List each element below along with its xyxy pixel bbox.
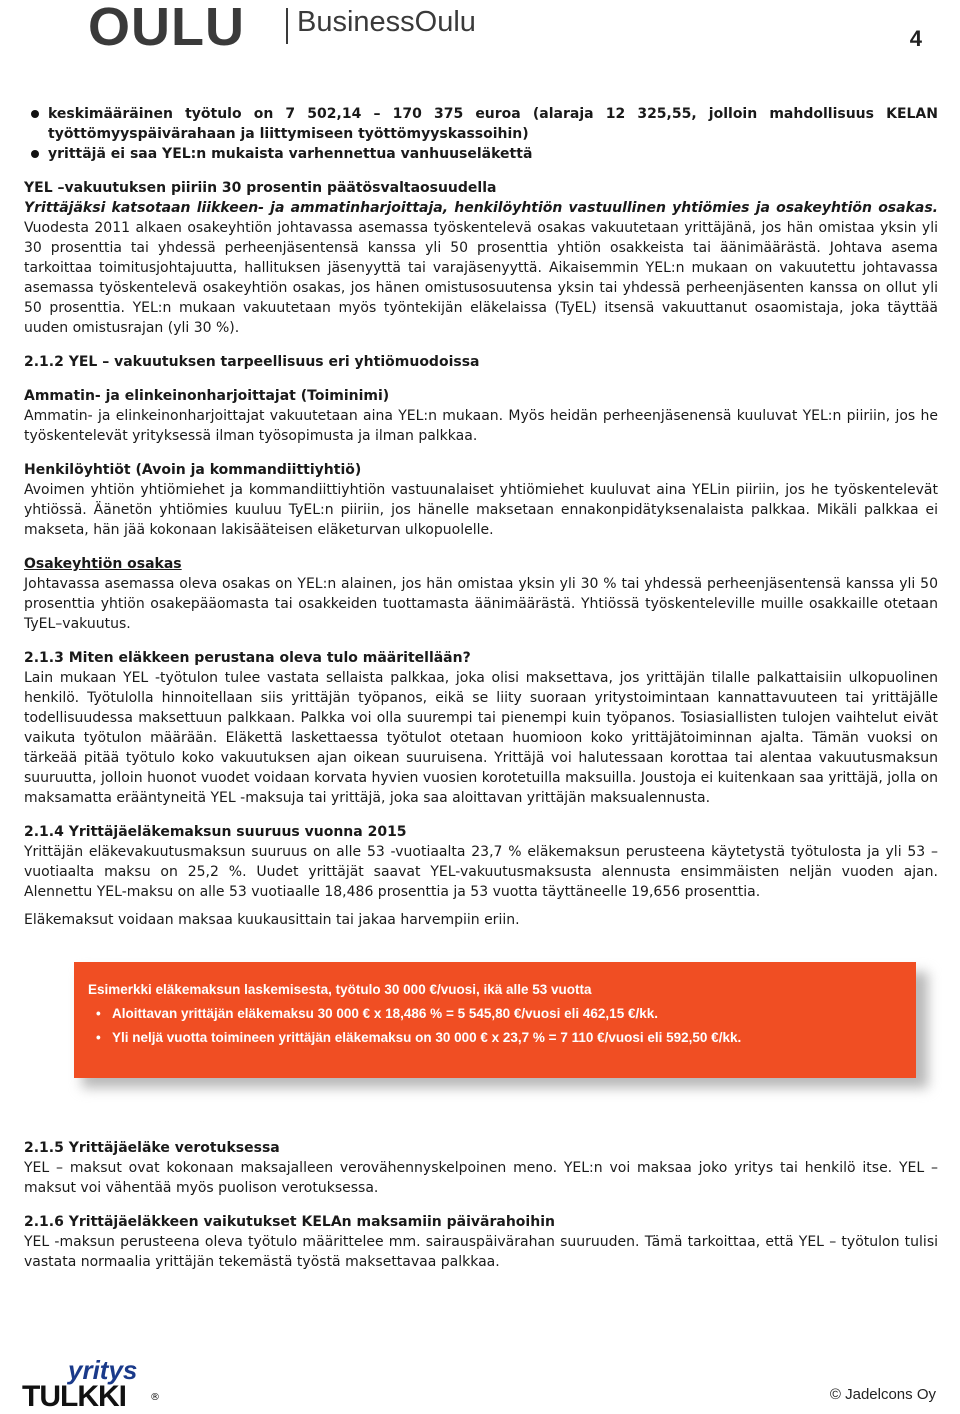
registered-mark: ® — [150, 1392, 160, 1403]
section-heading: 2.1.2 YEL – vakuutuksen tarpeellisuus eri yhtiömuodoissa — [24, 354, 480, 370]
section-heading: YEL –vakuutuksen piiriin 30 prosentin päätösvaltaosuudella — [24, 180, 497, 196]
oulu-logo: OULU — [88, 0, 245, 57]
logo-tulkki: TULKKI — [22, 1380, 126, 1413]
body-text: Vuodesta 2011 alkaen osakeyhtiön johtavassa asemassa työskentelevä osakas vakuutetaan yrittäjänä, jos hän omistaa yksin yli 30 prosenttia tai yhdessä perheenjäsentensä kanssa yli 50 prosenttia yhtiön osakkeista tai äänimäärästä. Johtava asema tarkoittaa toimitusjohtajuutta, hallituksen jäsenyyttä tai varajäsenyyttä. Aikaisemmin YEL:n mukaan on vakuutettu johtavassa asemassa työskentelevä osakeyhtiön osakas, jos hänen omistusosuutensa yksin tai yhdessä perheenjäsenten kanssa on ollut yli 50 prosenttia. YEL:n mukaan vakuutetaan myös työntekijän eläkelaissa (TyEL) itsensä vakuuttanut osaomistaja, joka täyttää uuden omistusrajan (yli 30 %). — [24, 220, 938, 336]
italic-lead: Yrittäjäksi katsotaan liikkeen- ja ammatinharjoittaja, henkilöyhtiön vastuullinen yhtiömies ja osakeyhtiön osakas. — [24, 200, 938, 216]
section-heading: 2.1.6 Yrittäjäeläkkeen vaikutukset KELAn maksamiin päivärahoihin — [24, 1214, 555, 1230]
callout-title: Esimerkki eläkemaksun laskemisesta, työtulo 30 000 €/vuosi, ikä alle 53 vuotta — [88, 982, 592, 997]
page-header — [0, 0, 960, 60]
subsection-heading: Henkilöyhtiöt (Avoin ja kommandiittiyhtiö) — [24, 462, 362, 478]
copyright-text: © Jadelcons Oy — [829, 1386, 936, 1403]
section-body: Avoimen yhtiön yhtiömiehet ja kommandiittiyhtiön vastuunalaiset yhtiömiehet kuuluvat aina YELin piiriin, jos he työskentelevät yhtiössä. Äänetön yhtiömies kuuluu TyEL:n piiriin, jos hänelle maksetaan ennakonpidätyksenalaista palkkaa. Mikäli palkkaa ei makseta, hän jää kokonaan lakisääteisen eläketurvan ulkopuolelle. — [24, 482, 938, 538]
subsection-heading: Ammatin- ja elinkeinonharjoittajat (Toiminimi) — [24, 388, 390, 404]
document-body — [24, 104, 938, 1272]
yritystulkki-logo — [22, 1355, 162, 1413]
section-heading: 2.1.4 Yrittäjäeläkemaksun suuruus vuonna 2015 — [24, 824, 407, 840]
logo-divider — [286, 8, 288, 44]
businessoulu-logo: BusinessOulu — [297, 6, 476, 38]
example-callout — [24, 960, 938, 1100]
bullet-item: yrittäjä ei saa YEL:n mukaista varhennettua vanhuuseläkettä — [24, 144, 938, 164]
subsection-heading: Osakeyhtiön osakas — [24, 556, 182, 572]
section-body: Eläkemaksut voidaan maksaa kuukausittain tai jakaa harvempiin eriin. — [24, 912, 520, 928]
bullet-item: keskimääräinen työtulo on 7 502,14 – 170 375 euroa (alaraja 12 325,55, jolloin mahdollisuus KELAN työttömyyspäivärahaan ja liittymiseen työttömyyskassoihin) — [24, 104, 938, 144]
logo-yritys: yritys — [68, 1355, 138, 1385]
page-number: 4 — [909, 26, 922, 51]
section-heading: 2.1.5 Yrittäjäeläke verotuksessa — [24, 1140, 280, 1156]
section-body: Johtavassa asemassa oleva osakas on YEL:n alainen, jos hän omistaa yksin yli 30 % tai yhdessä perheenjäsentensä kanssa yli 50 prosenttia yhtiön osakepääomasta tai osakkeiden tuottamasta äänimäärästä. Yhtiössä työskenteleville muille osakkaille otetaan TyEL–vakuutus. — [24, 576, 938, 632]
section-body: YEL -maksun perusteena oleva työtulo määrittelee mm. sairauspäivärahan suuruuden. Tämä tarkoittaa, että YEL – työtulon tulisi vastata normaalia yrittäjän tekemästä työstä maksettavaa palkkaa. — [24, 1234, 938, 1270]
section-body: YEL – maksut ovat kokonaan maksajalleen verovähennyskelpoinen meno. YEL:n voi maksaa joko yritys tai henkilö itse. YEL – maksut voi vähentää myös puolison verotuksessa. — [24, 1160, 938, 1196]
section-heading: 2.1.3 Miten eläkkeen perustana oleva tulo määritellään? — [24, 650, 471, 666]
section-body: Lain mukaan YEL -työtulon tulee vastata sellaista palkkaa, joka olisi maksettava, jos yrittäjän tilalle palkattaisiin ulkopuolinen henkilö. Työtulolla hinnoitellaan siis yrittäjän työpanos, eikä se liity suoraan yritystoimintaan kannattavuuteen tai yrittäjälle todellisuudessa maksettuun palkkaan. Palkka voi olla suurempi tai pienempi kuin työpanos. Tosiasiallisten tulojen vaihtelut eivät vaikuta työtulon määrään. Eläkettä laskettaessa työtulot otetaan huomioon koko yrittäjätoiminnan ajalta. Tämän vuoksi on tärkeää pitää työtulo koko vakuutuksen ajan oikean suuruisena. Yrittäjä voi halutessaan korottaa tai alentaa vakuutusmaksun suuruutta, jolloin huonot vuodet voidaan korvata hyvien vuosien korotetuilla maksuilla. Joustoja ei kuitenkaan saa yrittäjä, jolla on maksamatta erääntyneitä YEL -maksuja tai yrittäjä, joka saa aloittavan yrittäjän maksualennusta. — [24, 670, 938, 806]
section-body: Ammatin- ja elinkeinonharjoittajat vakuutetaan aina YEL:n mukaan. Myös heidän perheenjäsenensä kuuluvat YEL:n piiriin, jos he työskentelevät yrityksessä ilman työsopimusta ja ilman palkkaa. — [24, 408, 938, 444]
section-body — [24, 198, 938, 338]
callout-item: • Yli neljä vuotta toimineen yrittäjän eläkemaksu on 30 000 € x 23,7 % = 7 110 €/vuosi eli 592,50 €/kk. — [112, 1026, 916, 1050]
callout-list — [88, 1002, 916, 1050]
callout-item: • Aloittavan yrittäjän eläkemaksu 30 000 € x 18,486 % = 5 545,80 €/vuosi eli 462,15 €/kk. — [112, 1002, 916, 1026]
section-body: Yrittäjän eläkevakuutusmaksun suuruus on alle 53 -vuotiaalta 23,7 % eläkemaksun perusteena käytetystä työtulosta ja yli 53 – vuotiaalta maksu on 25,2 %. Uudet yrittäjät saavat YEL-vakuutusmaksusta alennusta ensimmäisten neljän vuoden ajan. Alennettu YEL-maksu on alle 53 vuotiaalle 18,486 prosenttia ja 53 vuotta täyttäneelle 19,656 prosenttia. — [24, 844, 938, 900]
callout-box — [74, 962, 916, 1078]
